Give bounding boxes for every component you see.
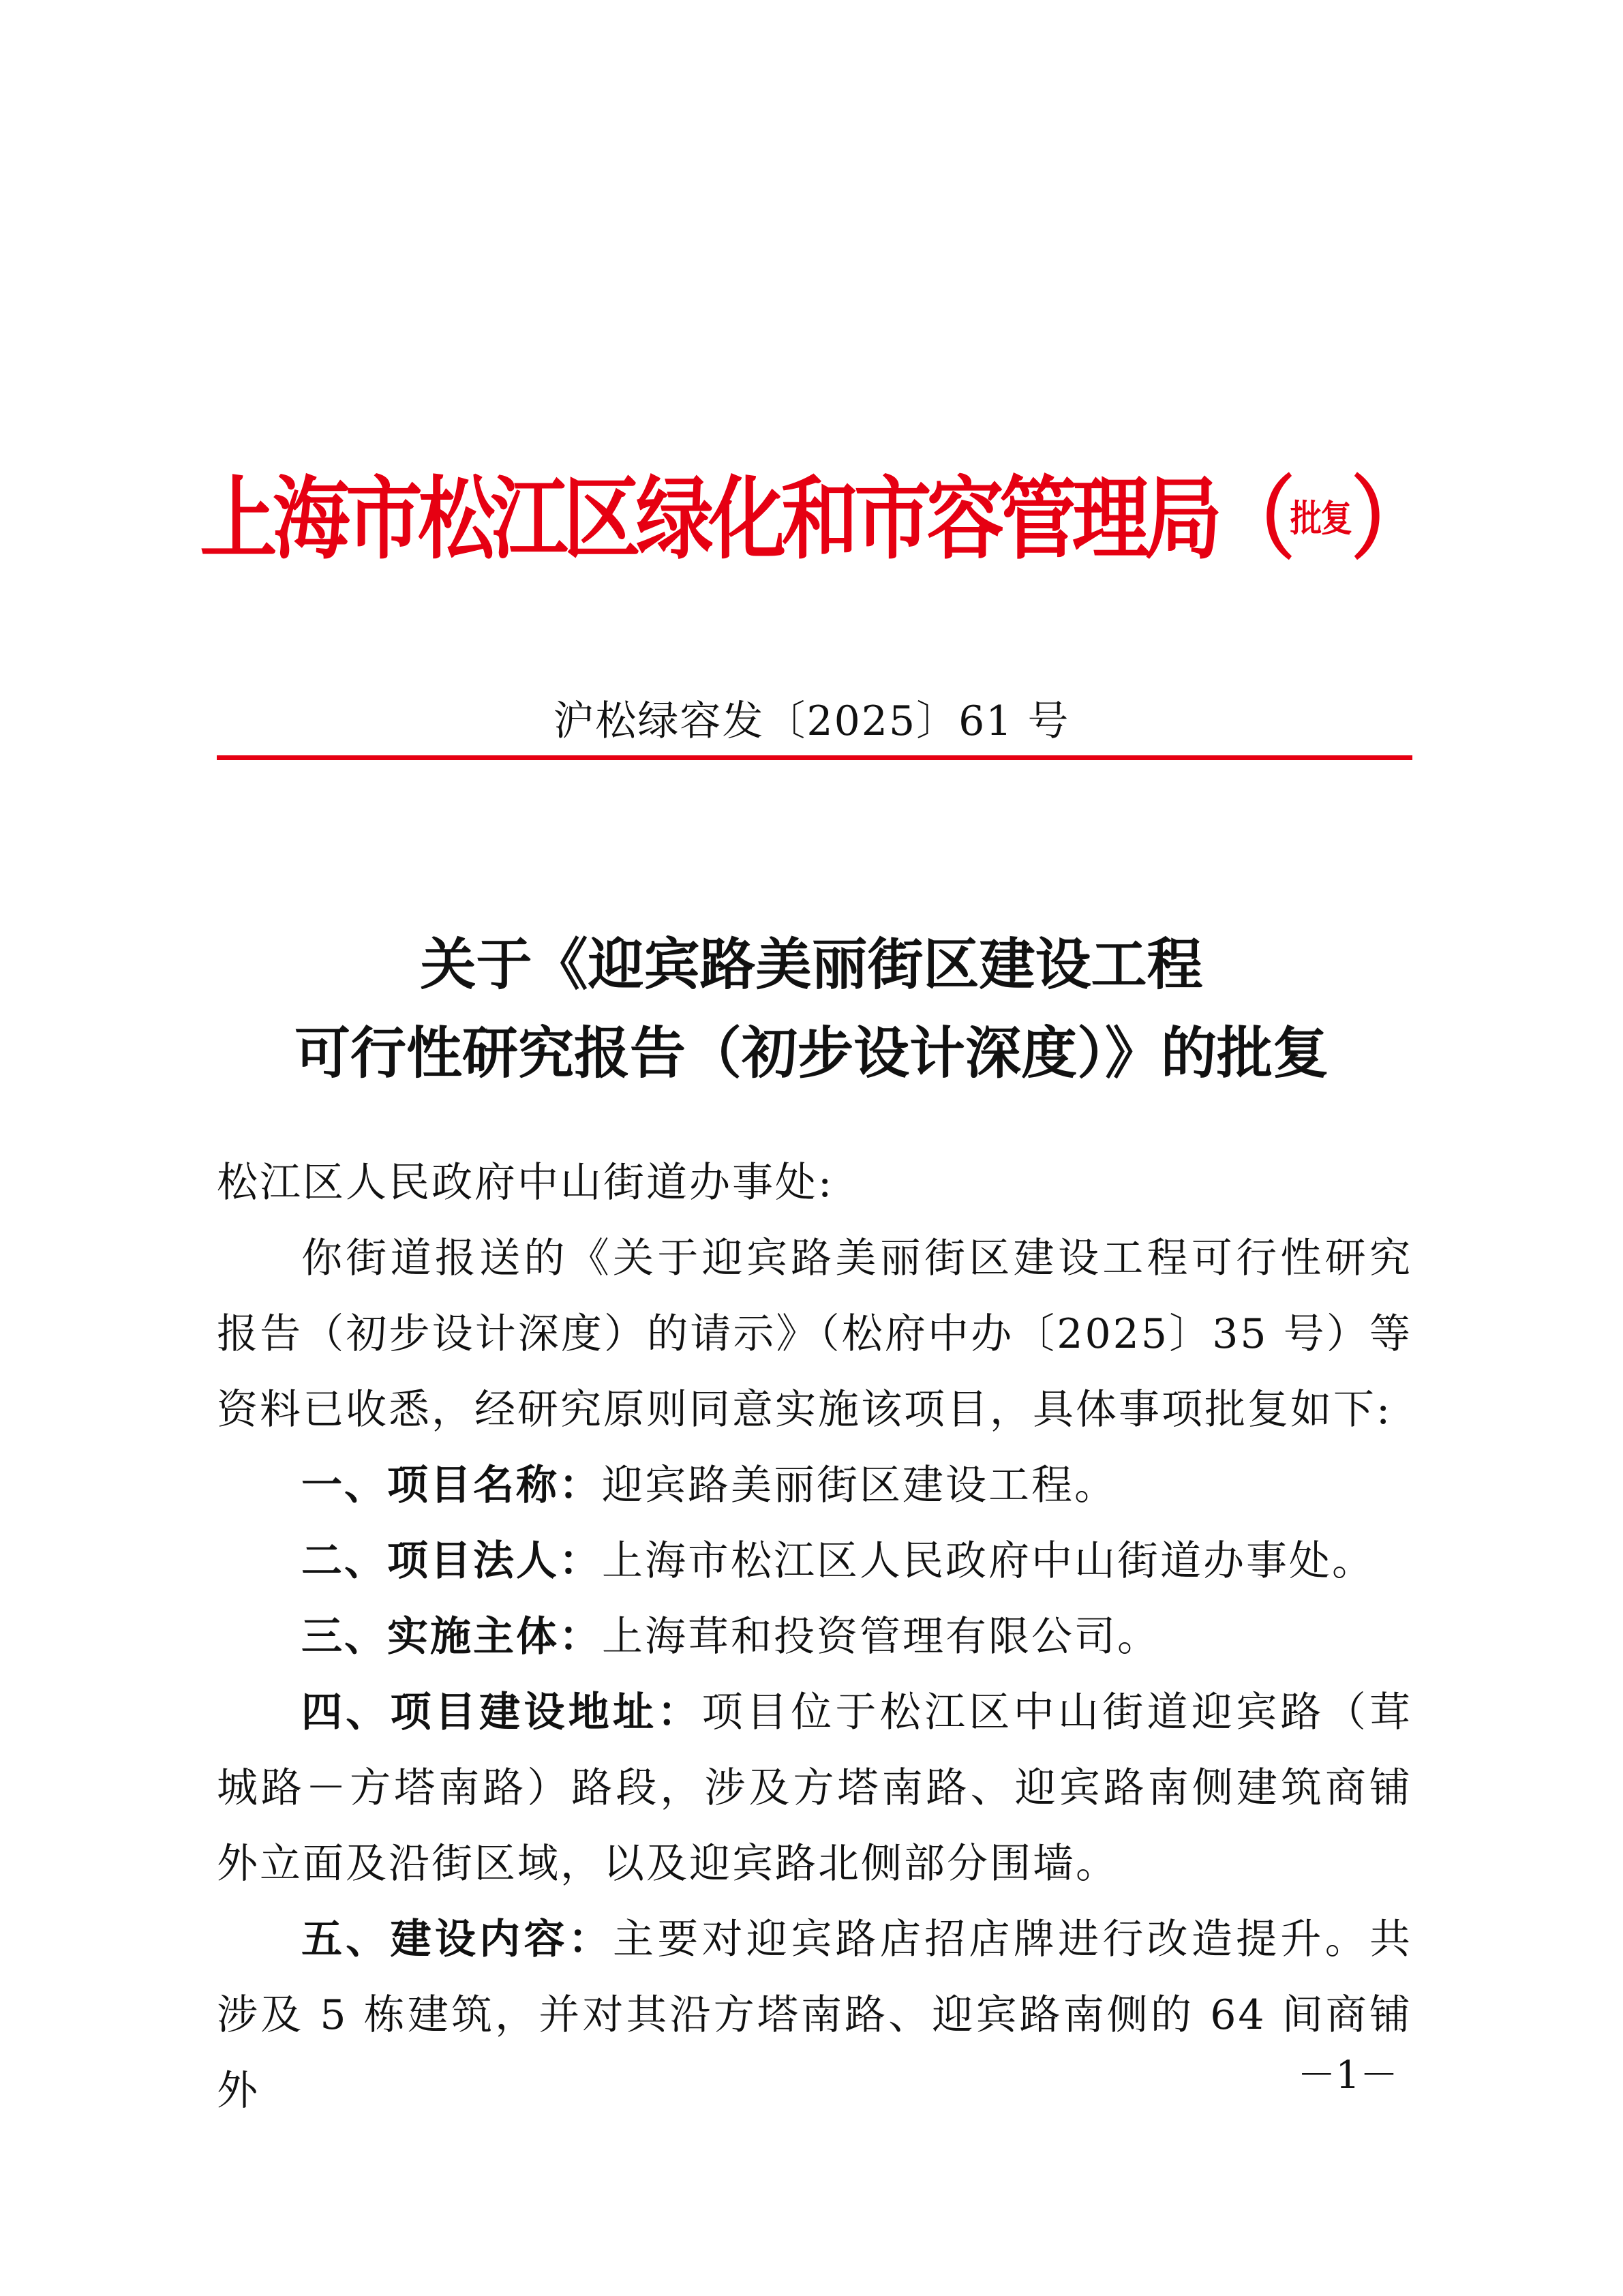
- title-line-2: 可行性研究报告（初步设计深度）》的批复: [294, 1021, 1329, 1086]
- page-number: [0, 2045, 1623, 2100]
- item-legal-entity: [217, 1524, 1412, 1599]
- item-text: 项目位于松江区中山街道迎宾路（茸城路－方塔南路）路段，涉及方塔南路、迎宾路南侧建筑商铺外立面及沿街区域，以及迎宾路北侧部分围墙。: [217, 1689, 1412, 1888]
- item-heading: 五、建设内容：: [301, 1916, 613, 1963]
- item-text: 迎宾路美丽街区建设工程。: [602, 1462, 1117, 1509]
- item-text: 上海茸和投资管理有限公司。: [602, 1613, 1160, 1661]
- item-heading: 四、项目建设地址：: [301, 1689, 702, 1736]
- item-project-name: [217, 1448, 1412, 1524]
- issuing-authority-header: [0, 447, 1623, 583]
- page-number-text: －1－: [1297, 2053, 1398, 2098]
- addressee: 松江区人民政府中山街道办事处:: [217, 1159, 834, 1207]
- document-type-suffix: 批复: [1290, 497, 1351, 540]
- intro-paragraph: 你街道报送的《关于迎宾路美丽街区建设工程可行性研究报告（初步设计深度）的请示》（松府中办〔2025〕35 号）等资料已收悉，经研究原则同意实施该项目，具体事项批复如下:: [217, 1235, 1412, 1434]
- item-text: 上海市松江区人民政府中山街道办事处。: [602, 1537, 1375, 1585]
- item-text: 主要对迎宾路店招店牌进行改造提升。共涉及 5 栋建筑，并对其沿方塔南路、迎宾路南侧的 64 间商铺外: [217, 1916, 1413, 2115]
- title-line-1: 关于《迎宾路美丽街区建设工程: [420, 932, 1203, 997]
- item-site-address: [217, 1675, 1412, 1902]
- item-heading: 一、项目名称：: [301, 1462, 602, 1509]
- paren-open: （: [1217, 467, 1290, 572]
- item-heading: 二、项目法人：: [301, 1537, 602, 1585]
- authority-name-text: 上海市松江区绿化和市容管理局: [199, 467, 1217, 572]
- document-body: [217, 1145, 1412, 2129]
- paren-close: ）: [1350, 467, 1424, 572]
- item-heading: 三、实施主体：: [301, 1613, 602, 1661]
- red-divider-line: [217, 755, 1412, 760]
- authority-name: [200, 447, 1424, 576]
- item-implementing-body: [217, 1599, 1412, 1675]
- document-title: [0, 920, 1623, 1098]
- document-number: 沪松绿容发〔2025〕61 号: [553, 697, 1070, 745]
